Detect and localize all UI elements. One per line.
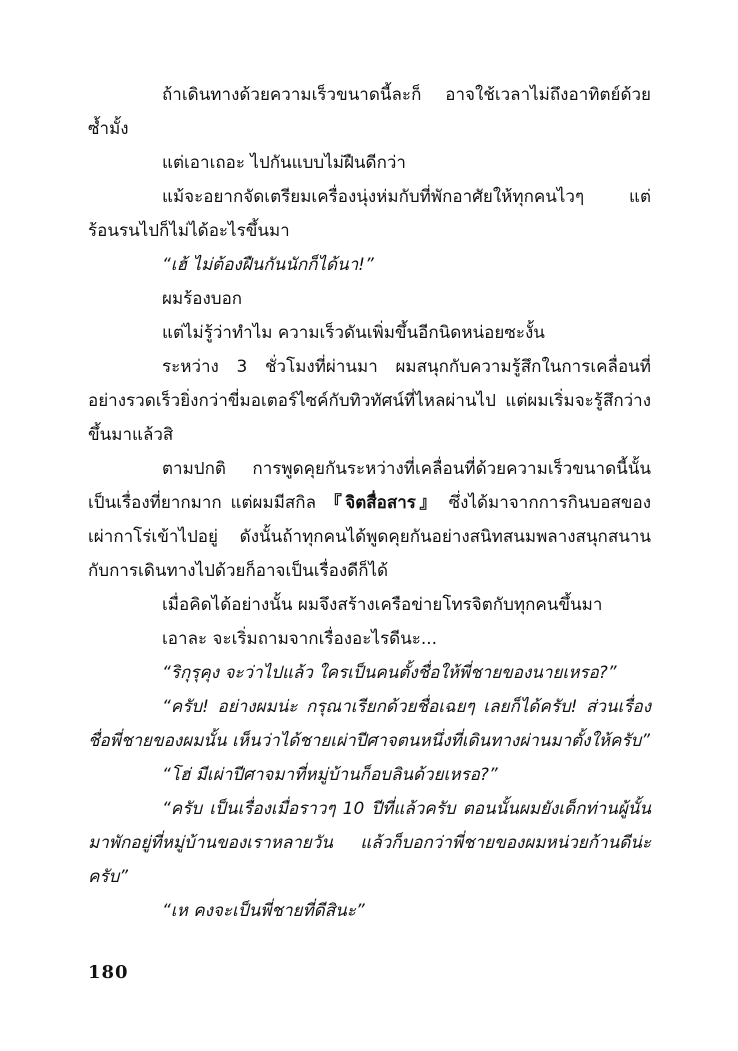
paragraph-9: เมื่อคิดได้อย่างนั้น ผมจึงสร้างเครือข่ายโทรจิตกับทุกคนขึ้นมา xyxy=(162,595,603,615)
page-body xyxy=(88,78,651,928)
paragraph-1: ถ้าเดินทางด้วยความเร็วขนาดนี้ละก็ อาจใช้เวลาไม่ถึงอาทิตย์ด้วยซ้ำมั้ง xyxy=(88,85,651,139)
paragraph-10: เอาละ จะเริ่มถามจากเรื่องอะไรดีนะ... xyxy=(162,629,438,649)
dialog-line-2: “ริกุรุคุง จะว่าไปแล้ว ใครเป็นคนตั้งชื่อให้พี่ชายของนายเหรอ?” xyxy=(162,663,617,683)
dialog-line-5: “ครับ เป็นเรื่องเมื่อราวๆ 10 ปีที่แล้วครับ ตอนนั้นผมยังเด็กท่านผู้นั้นมาพักอยู่ที่หมู่บ้านของเราหลายวัน แล้วก็บอกว่าพี่ชายของผมหน่วยก้านดีน่ะครับ” xyxy=(88,799,651,887)
paragraph-2: แต่เอาเถอะ ไปกันแบบไม่ฝืนดีกว่า xyxy=(162,153,406,173)
skill-paragraph xyxy=(88,452,651,588)
paragraph-5: ผมร้องบอก xyxy=(162,289,243,309)
skill-paragraph-before: ตามปกติ การพูดคุยกันระหว่างที่เคลื่อนที่ด้วยความเร็วขนาดนี้นั้นเป็นเรื่องที่ยากมาก แต่ผมมีสกิล xyxy=(88,459,651,513)
dialog-line-1: “เฮ้ ไม่ต้องฝืนกันนักก็ได้นา!” xyxy=(162,255,374,275)
dialog-line-3: “ครับ! อย่างผมน่ะ กรุณาเรียกด้วยชื่อเฉยๆ เลยก็ได้ครับ! ส่วนเรื่องชื่อพี่ชายของผมนั้น เห็นว่าได้ชายเผ่าปีศาจตนหนึ่งที่เดินทางผ่านมาตั้งให้ครับ” xyxy=(88,697,651,751)
paragraph-7: ระหว่าง 3 ชั่วโมงที่ผ่านมา ผมสนุกกับความรู้สึกในการเคลื่อนที่อย่างรวดเร็วยิ่งกว่าขี่มอเตอร์ไซค์กับทิวทัศน์ที่ไหลผ่านไป แต่ผมเริ่มจะรู้สึกว่างขึ้นมาแล้วสิ xyxy=(88,357,651,445)
paragraph-3: แม้จะอยากจัดเตรียมเครื่องนุ่งห่มกับที่พักอาศัยให้ทุกคนไวๆ แต่ร้อนรนไปก็ไม่ได้อะไรขึ้นมา xyxy=(88,187,651,241)
paragraph-6: แต่ไม่รู้ว่าทำไม ความเร็วดันเพิ่มขึ้นอีกนิดหน่อยซะงั้น xyxy=(162,323,545,343)
dialog-line-6: “เห คงจะเป็นพี่ชายที่ดีสินะ” xyxy=(162,901,365,921)
page-number: 180 xyxy=(88,962,129,983)
dialog-line-4: “โฮ่ มีเผ่าปีศาจมาที่หมู่บ้านก็อบลินด้วยเหรอ?” xyxy=(162,765,498,785)
skill-name: 『จิตสื่อสาร』 xyxy=(324,493,440,513)
skill-paragraph-after: ซึ่งได้มาจากการกินบอสของเผ่ากาโร่เข้าไปอยู่ ดังนั้นถ้าทุกคนได้พูดคุยกันอย่างสนิทสนมพลางสนุกสนานกับการเดินทางไปด้วยก็อาจเป็นเรื่องดีก็ได้ xyxy=(88,493,652,581)
